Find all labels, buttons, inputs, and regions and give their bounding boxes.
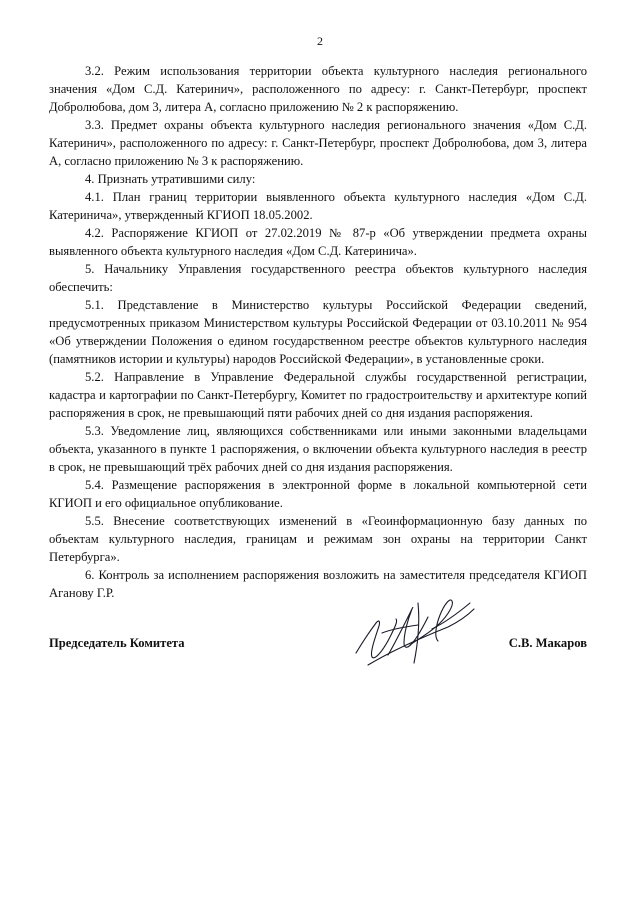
signature-block xyxy=(49,636,587,656)
paragraph-3-2: 3.2. Режим использования территории объекта культурного наследия регионального значения «Дом С.Д. Катеринич», расположенного по адресу: г. Санкт-Петербург, проспект Добролюбова, дом 3, литера А, согласно приложению № 2 к распоряжению. xyxy=(49,64,587,114)
page-number: 2 xyxy=(317,34,323,48)
paragraph-6: 6. Контроль за исполнением распоряжения возложить на заместителя председателя КГИОП Аганову Г.Р. xyxy=(49,568,587,600)
handwritten-signature xyxy=(348,583,478,678)
paragraph-5-4: 5.4. Размещение распоряжения в электронной форме в локальной компьютерной сети КГИОП и его официальное опубликование. xyxy=(49,478,587,510)
paragraph-3-3: 3.3. Предмет охраны объекта культурного наследия регионального значения «Дом С.Д. Катеринич», расположенного по адресу: г. Санкт-Петербург, проспект Добролюбова, дом 3, литера А, согласно приложению № 3 к распоряжению. xyxy=(49,118,587,168)
paragraph-4: 4. Признать утратившими силу: xyxy=(85,172,256,186)
paragraph-5-1: 5.1. Представление в Министерство культуры Российской Федерации сведений, предусмотренных приказом Министерством культуры Российской Федерации от 03.10.2011 № 954 «Об утверждении Положения о едином государственном реестре объектов культурного наследия (памятников истории и культуры) народов Российской Федерации», в установленные сроки. xyxy=(49,298,587,366)
paragraph-5-3: 5.3. Уведомление лиц, являющихся собственниками или иными законными владельцами объекта, указанного в пункте 1 распоряжения, о включении объекта культурного наследия в реестр в срок, не превышающий трёх рабочих дней со дня издания распоряжения. xyxy=(49,424,587,474)
paragraph-4-2: 4.2. Распоряжение КГИОП от 27.02.2019 № 87-р «Об утверждении предмета охраны выявленного объекта культурного наследия «Дом С.Д. Катеринича». xyxy=(49,226,587,258)
signatory-name: С.В. Макаров xyxy=(508,636,587,650)
paragraph-4-1: 4.1. План границ территории выявленного объекта культурного наследия «Дом С.Д. Катеринича», утвержденный КГИОП 18.05.2002. xyxy=(49,190,587,222)
signatory-title: Председатель Комитета xyxy=(49,636,185,650)
document-body xyxy=(49,62,587,602)
paragraph-5-2: 5.2. Направление в Управление Федеральной службы государственной регистрации, кадастра и картографии по Санкт-Петербургу, Комитет по градостроительству и архитектуре копий распоряжения в срок, не превышающий пяти рабочих дней со дня издания распоряжения. xyxy=(49,370,587,420)
paragraph-5-5: 5.5. Внесение соответствующих изменений в «Геоинформационную базу данных по объектам культурного наследия, границам и режимам зон охраны на территории Санкт Петербурга». xyxy=(49,514,587,564)
paragraph-5: 5. Начальнику Управления государственного реестра объектов культурного наследия обеспечить: xyxy=(49,262,587,294)
